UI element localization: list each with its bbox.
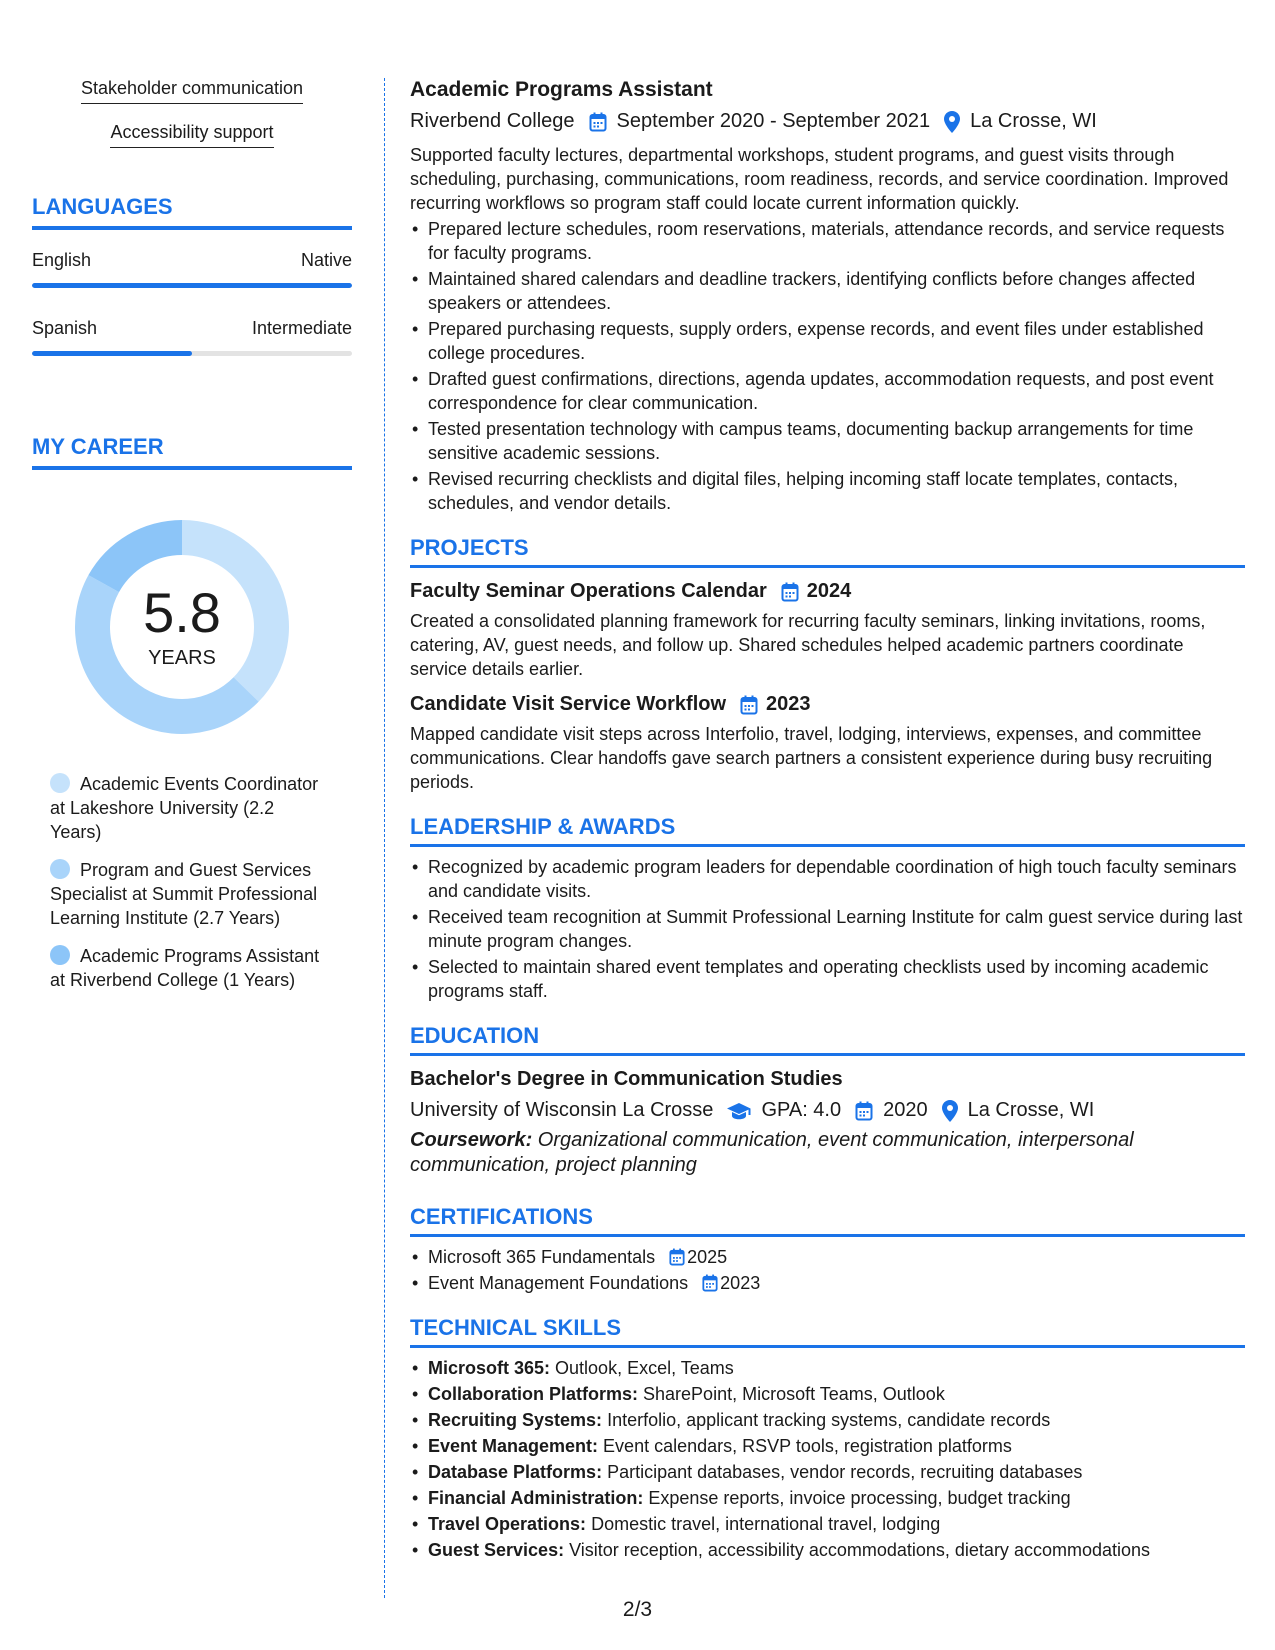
career-section — [32, 434, 352, 992]
job-location: La Crosse, WI — [970, 110, 1097, 132]
list-item: • Received team recognition at Summit Professional Learning Institute for calm guest service during last minute program changes. — [410, 905, 1245, 953]
list-item — [410, 1245, 1245, 1269]
skill-tag-row — [32, 78, 352, 122]
coursework-label: Coursework: — [410, 1129, 533, 1151]
project-year: 2023 — [766, 693, 811, 715]
career-legend-item — [50, 772, 330, 844]
skill-tag: Accessibility support — [110, 122, 273, 148]
list-item: • Maintained shared calendars and deadline trackers, identifying conflicts before changes affected speakers or attendees. — [410, 267, 1245, 315]
coursework — [410, 1128, 1245, 1178]
education-heading: EDUCATION — [410, 1023, 1245, 1056]
project-entry — [410, 693, 1245, 794]
list-item — [410, 1486, 1245, 1510]
job-bullets — [410, 217, 1245, 515]
job-meta — [410, 110, 1245, 133]
leadership-heading: LEADERSHIP & AWARDS — [410, 814, 1245, 847]
career-total-unit: YEARS — [148, 646, 216, 669]
languages-heading: LANGUAGES — [32, 194, 352, 230]
list-item — [410, 1460, 1245, 1484]
legend-dot — [50, 859, 70, 879]
language-row — [32, 318, 352, 356]
language-proficiency-fill — [32, 283, 352, 288]
skill-values: Outlook, Excel, Teams — [550, 1358, 734, 1378]
skill-values: Domestic travel, international travel, lodging — [586, 1514, 941, 1534]
graduation-cap-icon — [727, 1102, 751, 1120]
project-description: Mapped candidate visit steps across Interfolio, travel, lodging, interviews, expenses, and committee communications. Clear handoffs gave search partners a consistent experience during busy recruiting periods. — [410, 724, 1213, 792]
list-item: • Prepared lecture schedules, room reservations, materials, attendance records, and service requests for faculty programs. — [410, 217, 1245, 265]
job-summary: Supported faculty lectures, departmental workshops, student programs, and guest visits through scheduling, purchasing, communications, room readiness, records, and service coordination. Improved recurring workflows so program staff could locate current information quickly. — [410, 145, 1229, 213]
calendar-icon — [669, 1248, 685, 1266]
language-proficiency-fill — [32, 351, 192, 356]
certification-year: 2023 — [720, 1273, 761, 1293]
skill-tag: Stakeholder communication — [81, 78, 303, 104]
skill-values: Visitor reception, accessibility accommodations, dietary accommodations — [564, 1540, 1151, 1560]
list-item: • Tested presentation technology with campus teams, documenting backup arrangements for time sensitive academic sessions. — [410, 417, 1245, 465]
main-content — [410, 78, 1245, 1564]
list-item — [410, 1538, 1245, 1562]
projects-heading: PROJECTS — [410, 535, 1245, 568]
skill-values: Interfolio, applicant tracking systems, candidate records — [602, 1410, 1051, 1430]
skill-category: Database Platforms: — [428, 1462, 603, 1482]
calendar-icon — [589, 112, 607, 132]
skill-category: Guest Services: — [428, 1540, 565, 1560]
technical-skills-heading: TECHNICAL SKILLS — [410, 1315, 1245, 1348]
languages-section — [32, 194, 352, 356]
skill-category: Collaboration Platforms: — [428, 1384, 639, 1404]
skill-category: Microsoft 365: — [428, 1358, 551, 1378]
list-item — [410, 1271, 1245, 1295]
language-row — [32, 250, 352, 288]
skill-category: Recruiting Systems: — [428, 1410, 603, 1430]
calendar-icon — [740, 695, 758, 715]
project-title-row — [410, 580, 1245, 603]
language-proficiency-bar — [32, 283, 352, 288]
company-name: Riverbend College — [410, 110, 575, 132]
certifications-list — [410, 1245, 1245, 1295]
list-item: • Recognized by academic program leaders for dependable coordination of high touch faculty seminars and candidate visits. — [410, 855, 1245, 903]
skill-category: Travel Operations: — [428, 1514, 587, 1534]
calendar-icon — [702, 1274, 718, 1292]
project-title-row — [410, 693, 1245, 716]
language-proficiency-bar — [32, 351, 352, 356]
list-item: • Selected to maintain shared event templates and operating checklists used by incoming academic programs staff. — [410, 955, 1245, 1003]
page-number: 2/3 — [622, 1598, 653, 1621]
experience-entry — [410, 78, 1245, 515]
location-pin-icon — [942, 1100, 958, 1122]
gpa: GPA: 4.0 — [761, 1099, 842, 1121]
education-entry — [410, 1068, 1245, 1178]
career-total-value: 5.8 — [143, 580, 221, 644]
location-pin-icon — [944, 111, 960, 133]
project-title: Faculty Seminar Operations Calendar — [410, 580, 767, 602]
skill-values: SharePoint, Microsoft Teams, Outlook — [638, 1384, 945, 1404]
list-item — [410, 1356, 1245, 1380]
graduation-year: 2020 — [883, 1099, 928, 1121]
certifications-heading: CERTIFICATIONS — [410, 1204, 1245, 1237]
list-item — [410, 1408, 1245, 1432]
calendar-icon — [781, 582, 799, 602]
language-level: Native — [300, 250, 352, 270]
list-item: • Prepared purchasing requests, supply orders, expense records, and event files under established college procedures. — [410, 317, 1245, 365]
legend-dot — [50, 773, 70, 793]
skill-tag-row — [32, 122, 352, 166]
project-description: Created a consolidated planning framework for recurring faculty seminars, linking invitations, rooms, catering, AV, guest needs, and follow up. Shared schedules helped academic partners coordinate service details earlier. — [410, 611, 1206, 679]
project-title: Candidate Visit Service Workflow — [410, 693, 727, 715]
education-location: La Crosse, WI — [967, 1099, 1095, 1121]
career-heading: MY CAREER — [32, 434, 352, 470]
skill-values: Expense reports, invoice processing, budget tracking — [643, 1488, 1071, 1508]
school-name: University of Wisconsin La Crosse — [410, 1099, 714, 1121]
certification-name: • Event Management Foundations — [428, 1273, 689, 1293]
skill-category: Financial Administration: — [428, 1488, 644, 1508]
skill-category: Event Management: — [428, 1436, 599, 1456]
career-legend-label: Program and Guest Services Specialist at Summit Professional Learning Institute (2.7 Years) — [50, 860, 318, 928]
language-name: Spanish — [32, 318, 98, 338]
certification-year: 2025 — [687, 1247, 728, 1267]
career-donut-chart — [67, 512, 297, 742]
leadership-bullets — [410, 855, 1245, 1003]
career-legend — [32, 772, 352, 992]
job-dates: September 2020 - September 2021 — [616, 110, 931, 132]
certification-name: • Microsoft 365 Fundamentals — [428, 1247, 656, 1267]
career-total — [67, 512, 297, 742]
project-year: 2024 — [806, 580, 852, 602]
list-item: • Drafted guest confirmations, directions, agenda updates, accommodation requests, and post event correspondence for clear communication. — [410, 367, 1245, 415]
legend-dot — [50, 945, 70, 965]
calendar-icon — [855, 1101, 873, 1121]
coursework-text: Organizational communication, event communication, interpersonal communication, project planning — [410, 1129, 1134, 1176]
education-meta — [410, 1099, 1245, 1122]
list-item — [410, 1382, 1245, 1406]
skill-values: Event calendars, RSVP tools, registration platforms — [598, 1436, 1012, 1456]
career-legend-label: Academic Programs Assistant at Riverbend College (1 Years) — [50, 946, 320, 990]
project-entry — [410, 580, 1245, 681]
career-legend-item — [50, 858, 330, 930]
technical-skills-list — [410, 1356, 1245, 1562]
career-legend-item — [50, 944, 330, 992]
sidebar — [32, 78, 352, 1006]
degree-title: Bachelor's Degree in Communication Studies — [410, 1068, 843, 1090]
job-title: Academic Programs Assistant — [410, 78, 713, 101]
list-item — [410, 1512, 1245, 1536]
skill-values: Participant databases, vendor records, recruiting databases — [602, 1462, 1083, 1482]
list-item: • Revised recurring checklists and digital files, helping incoming staff locate templates, contacts, schedules, and vendor details. — [410, 467, 1245, 515]
language-level: Intermediate — [251, 318, 352, 338]
column-divider — [384, 78, 385, 1598]
language-name: English — [32, 250, 92, 270]
career-legend-label: Academic Events Coordinator at Lakeshore University (2.2 Years) — [50, 774, 319, 842]
list-item — [410, 1434, 1245, 1458]
